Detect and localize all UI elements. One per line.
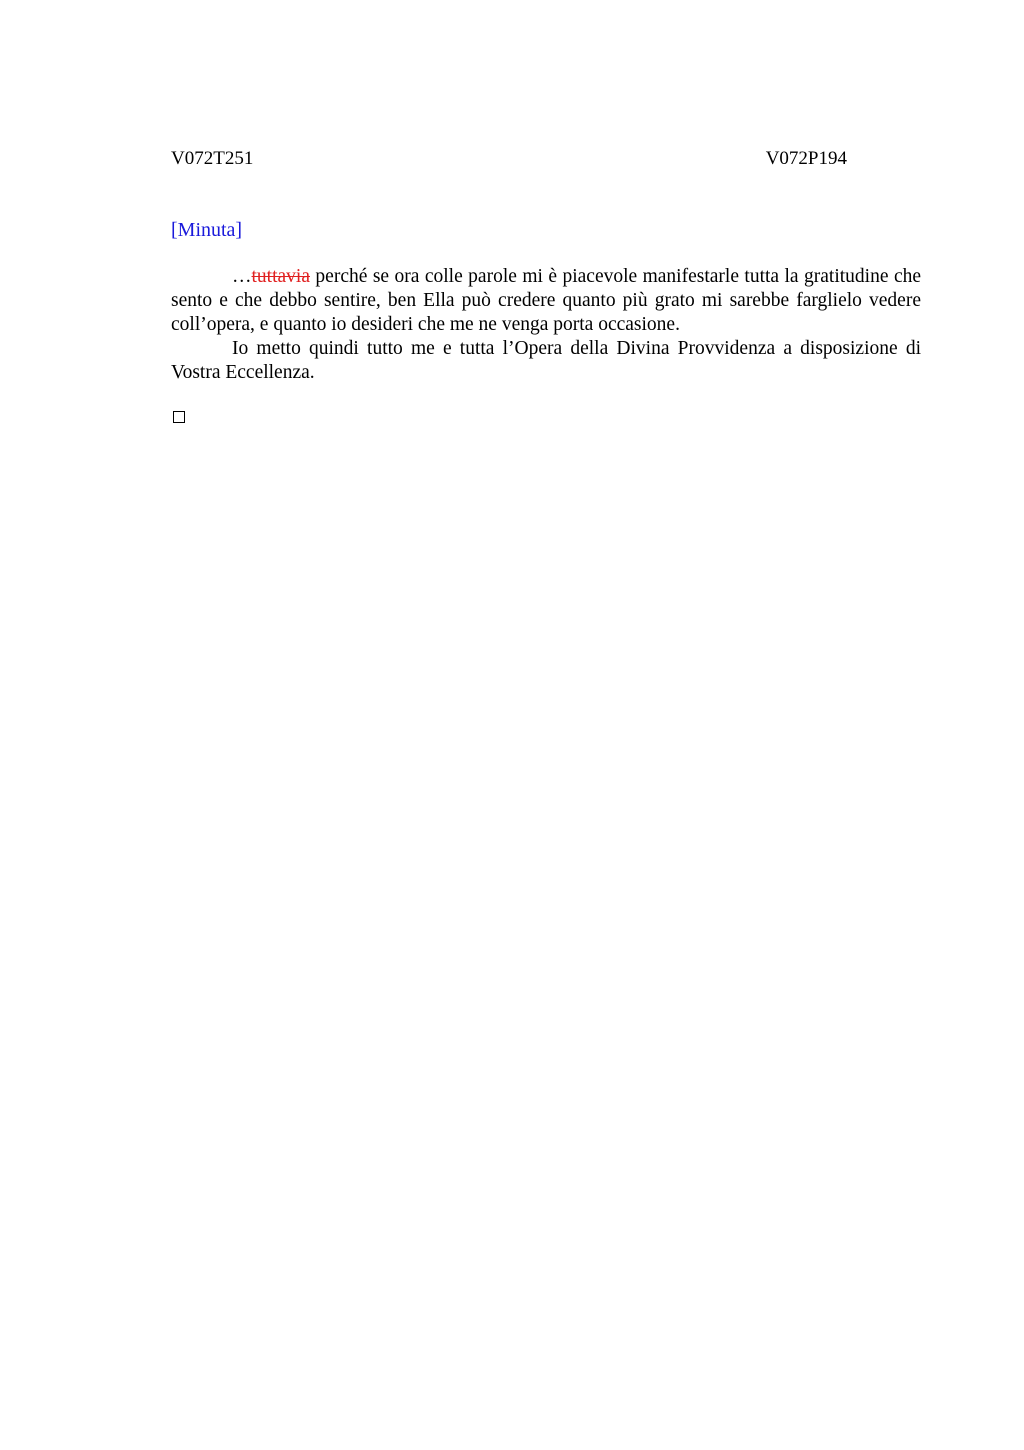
end-box-icon (173, 411, 185, 423)
document-header (171, 146, 847, 172)
paragraph-2 (171, 337, 921, 385)
paragraph-2-text: Io metto quindi tutto me e tutta l’Opera della Divina Provvidenza a disposizione di Vostra Eccellenza. (171, 338, 921, 383)
deleted-word: tuttavia (251, 266, 310, 287)
document-body (171, 265, 921, 385)
paragraph-1-text: perché se ora colle parole mi è piacevole manifestarle tutta la gratitudine che sento e che debbo sentire, ben Ella può credere quanto più grato mi sarebbe farglielo vedere coll’opera, e quanto io desideri che me ne venga porta occasione. (171, 266, 921, 335)
ellipsis-prefix: … (232, 266, 252, 287)
document-code-left: V072T251 (171, 148, 254, 169)
section-label-minuta: [Minuta] (171, 219, 243, 241)
document-code-right: V072P194 (765, 148, 847, 169)
paragraph-1 (171, 265, 921, 337)
